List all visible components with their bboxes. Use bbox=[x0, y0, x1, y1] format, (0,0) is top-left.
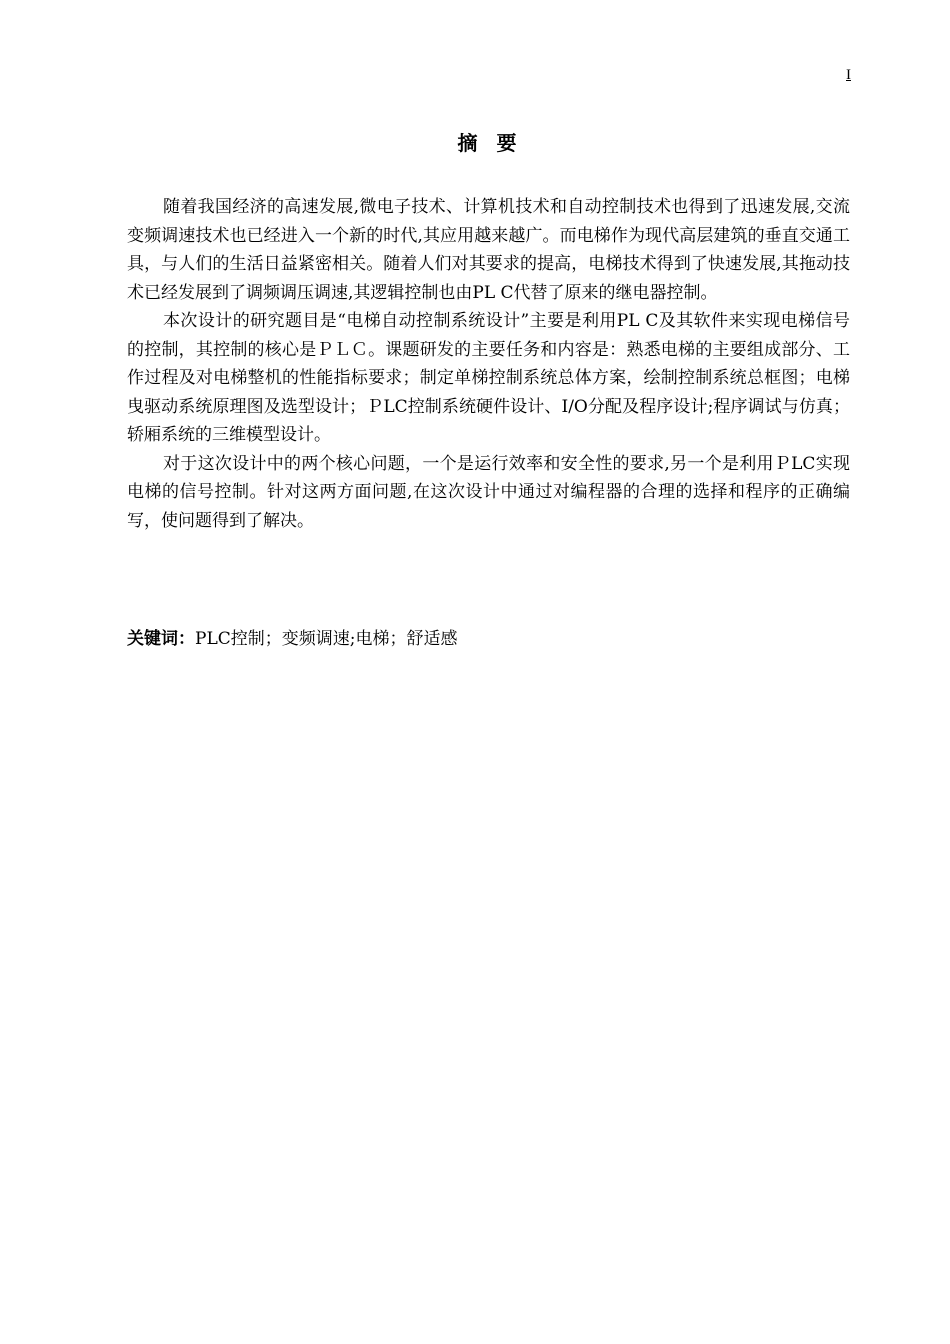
abstract-body bbox=[127, 193, 850, 535]
abstract-title: 摘 要 bbox=[457, 131, 523, 155]
page-number: I bbox=[846, 67, 851, 83]
abstract-paragraph-3: 对于这次设计中的两个核心问题，一个是运行效率和安全性的要求,另一个是利用ＰLC实现电梯的信号控制。针对这两方面问题,在这次设计中通过对编程器的合理的选择和程序的正确编写，使问题得到了解决。 bbox=[127, 453, 850, 531]
abstract-paragraph-2: 本次设计的研究题目是“电梯自动控制系统设计”主要是利用PL C及其软件来实现电梯信号的控制，其控制的核心是ＰＬＣ。课题研发的主要任务和内容是：熟悉电梯的主要组成部分、工作过程及对电梯整机的性能指标要求；制定单梯控制系统总体方案，绘制控制系统总框图；电梯曳驱动系统原理图及选型设计；ＰLC控制系统硬件设计、I/O分配及程序设计;程序调试与仿真；轿厢系统的三维模型设计。 bbox=[127, 311, 850, 445]
keywords-label: 关键词： bbox=[127, 629, 195, 649]
keywords-text: PLC控制；变频调速;电梯；舒适感 bbox=[195, 629, 458, 649]
abstract-paragraph-1: 随着我国经济的高速发展,微电子技术、计算机技术和自动控制技术也得到了迅速发展,交流变频调速技术也已经进入一个新的时代,其应用越来越广。而电梯作为现代高层建筑的垂直交通工具，与人们的生活日益紧密相关。随着人们对其要求的提高，电梯技术得到了快速发展,其拖动技术已经发展到了调频调压调速,其逻辑控制也由PL C代替了原来的继电器控制。 bbox=[127, 197, 850, 303]
keywords-line bbox=[127, 625, 850, 653]
